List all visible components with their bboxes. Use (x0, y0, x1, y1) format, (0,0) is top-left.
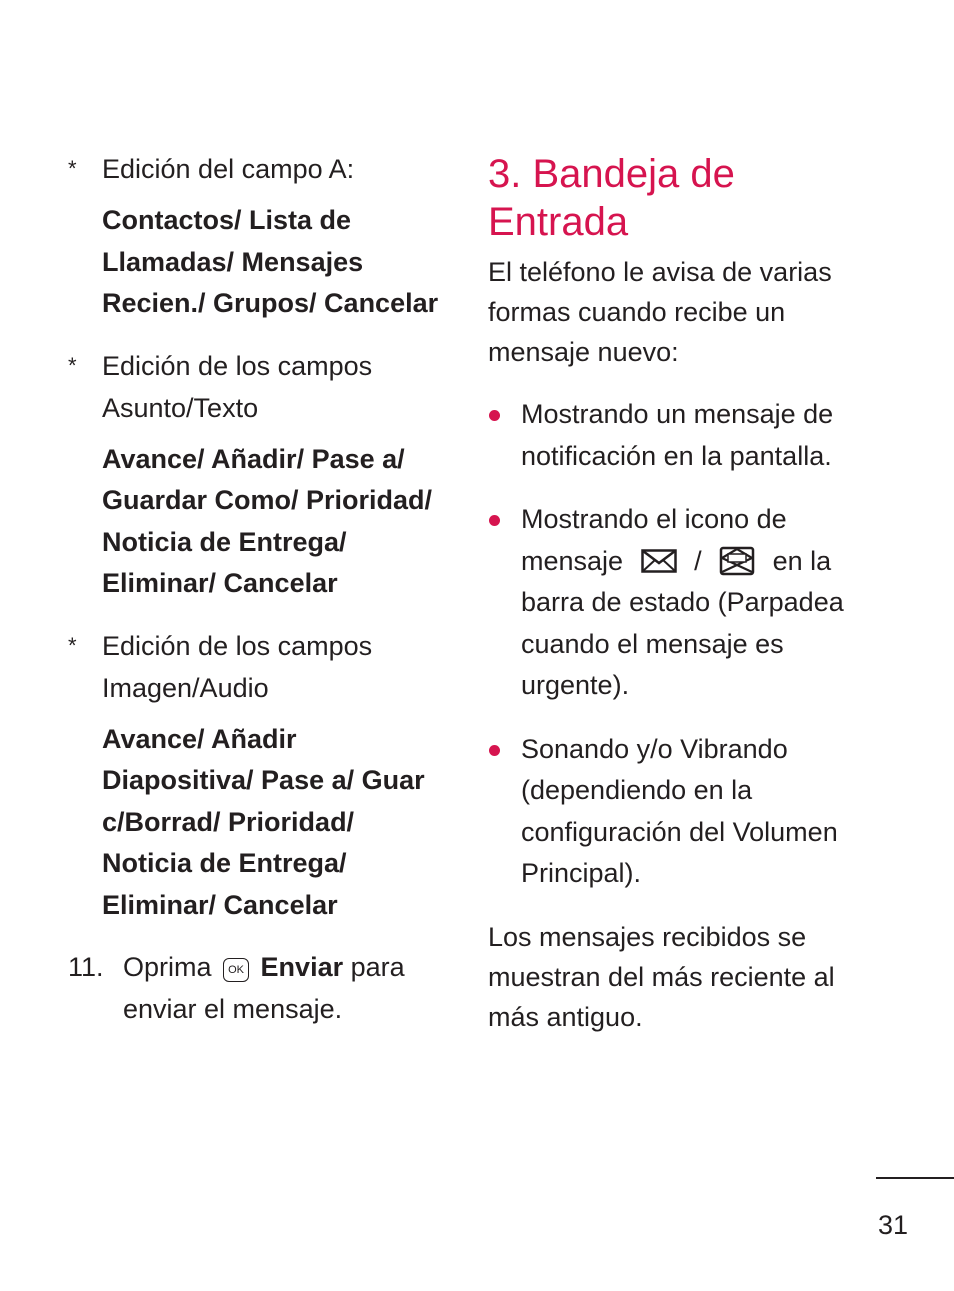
bullet-dot (489, 410, 500, 421)
bullet-dot (489, 745, 500, 756)
bullet-item: Mostrando el icono de mensaje / en la barra de estado (Parpadea cuando el mensaje es urgente). (488, 499, 868, 707)
envelope-icon (641, 546, 677, 576)
asterisk: * (68, 632, 77, 658)
intro-paragraph: El teléfono le avisa de varias formas cuando recibe un mensaje nuevo: (488, 257, 832, 367)
a-field-label: * Edición del campo A: (68, 148, 458, 190)
bullet-item: Mostrando un mensaje de notificación en la pantalla. (488, 394, 868, 477)
asterisk: * (68, 156, 77, 181)
step-number: 11. (68, 952, 104, 982)
section-title: 3. Bandeja de Entrada (488, 152, 735, 244)
step-11: 11. Oprima OK Enviar para enviar el mensaje. (68, 946, 458, 1030)
image-audio-options: Avance/ Añadir Diapositiva/ Pase a/ Guar c/Borrad/ Prioridad/ Noticia de Entrega/ Eliminar/ Cancelar (102, 723, 425, 920)
right-column (488, 150, 868, 1037)
footer-rule (876, 1177, 954, 1179)
page-number: 31 (878, 1210, 909, 1240)
bullet-item: Sonando y/o Vibrando (dependiendo en la configuración del Volumen Principal). (488, 729, 868, 895)
ok-key-icon: OK (223, 958, 249, 982)
bullet-dot (489, 515, 500, 526)
envelope-urgent-icon (719, 546, 755, 576)
asterisk: * (68, 352, 77, 378)
outro-paragraph: Los mensajes recibidos se muestran del más reciente al más antiguo. (488, 921, 835, 1032)
image-audio-label: * Edición de los campos Imagen/Audio (68, 625, 458, 709)
left-column (68, 148, 458, 1030)
subject-text-options: Avance/ Añadir/ Pase a/ Guardar Como/ Prioridad/ Noticia de Entrega/ Eliminar/ Cancelar (102, 443, 433, 598)
subject-text-label: * Edición de los campos Asunto/Texto (68, 345, 458, 429)
a-field-options: Contactos/ Lista de Llamadas/ Mensajes Recien./ Grupos/ Cancelar (102, 205, 439, 318)
